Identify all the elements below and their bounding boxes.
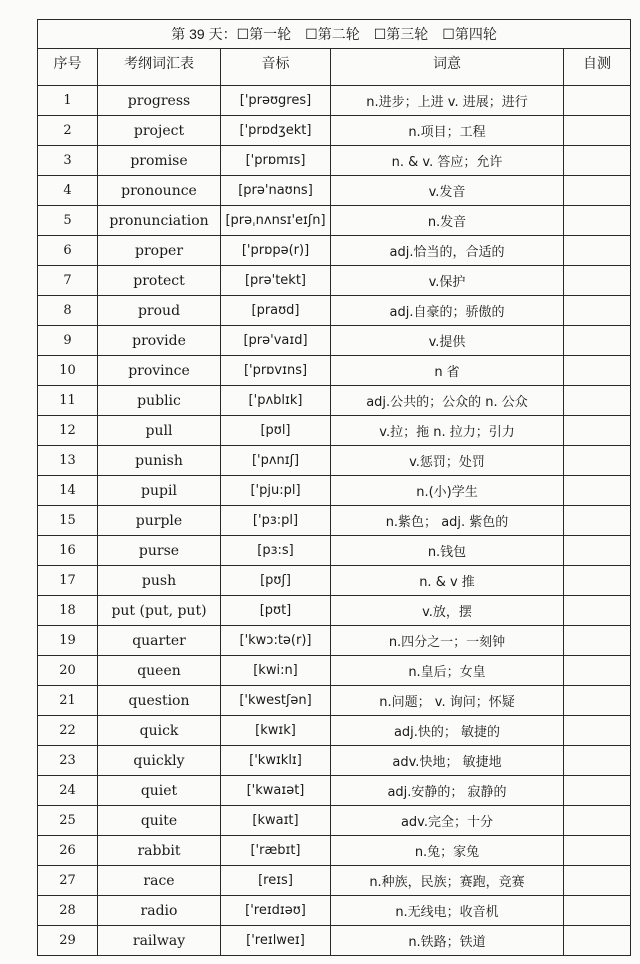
table-row <box>38 356 631 386</box>
row-meaning: n.钱包 <box>331 536 564 566</box>
row-number: 26 <box>38 836 98 866</box>
table-row <box>38 716 631 746</box>
row-word: project <box>98 116 221 146</box>
row-number: 9 <box>38 326 98 356</box>
table-row <box>38 806 631 836</box>
row-meaning: n.铁路；铁道 <box>331 926 564 956</box>
row-phonetic: ['kwɔ:tə(r)] <box>221 626 331 656</box>
col-header-phonetic: 音标 <box>221 49 331 86</box>
row-number: 14 <box>38 476 98 506</box>
row-meaning: n.四分之一；一刻钟 <box>331 626 564 656</box>
row-phonetic: [pʊl] <box>221 416 331 446</box>
row-phonetic: ['kwaɪət] <box>221 776 331 806</box>
row-number: 12 <box>38 416 98 446</box>
row-phonetic: [prə'tekt] <box>221 266 331 296</box>
row-word: purple <box>98 506 221 536</box>
row-word: punish <box>98 446 221 476</box>
table-row <box>38 656 631 686</box>
row-selftest-cell[interactable] <box>564 116 631 146</box>
row-selftest-cell[interactable] <box>564 596 631 626</box>
row-selftest-cell[interactable] <box>564 506 631 536</box>
row-selftest-cell[interactable] <box>564 746 631 776</box>
table-row <box>38 446 631 476</box>
row-selftest-cell[interactable] <box>564 866 631 896</box>
row-meaning: adv.快地； 敏捷地 <box>331 746 564 776</box>
row-meaning: v.惩罚；处罚 <box>331 446 564 476</box>
row-word: proud <box>98 296 221 326</box>
row-meaning: n.发音 <box>331 206 564 236</box>
row-meaning: n.(小)学生 <box>331 476 564 506</box>
row-meaning: v.保护 <box>331 266 564 296</box>
row-phonetic: [pʊt] <box>221 596 331 626</box>
row-word: pull <box>98 416 221 446</box>
row-phonetic: ['ræbɪt] <box>221 836 331 866</box>
row-selftest-cell[interactable] <box>564 446 631 476</box>
row-selftest-cell[interactable] <box>564 296 631 326</box>
row-selftest-cell[interactable] <box>564 686 631 716</box>
row-phonetic: [pʊʃ] <box>221 566 331 596</box>
table-row <box>38 686 631 716</box>
row-word: quite <box>98 806 221 836</box>
round-4-checkbox[interactable]: ☐第四轮 <box>442 26 497 42</box>
row-selftest-cell[interactable] <box>564 386 631 416</box>
day-header-row <box>38 20 631 49</box>
row-selftest-cell[interactable] <box>564 776 631 806</box>
round-1-checkbox[interactable]: ☐第一轮 <box>236 26 292 42</box>
row-meaning: n.种族，民族；赛跑，竞赛 <box>331 866 564 896</box>
row-meaning: n.项目；工程 <box>331 116 564 146</box>
row-meaning: v.提供 <box>331 326 564 356</box>
row-phonetic: ['pʌblɪk] <box>221 386 331 416</box>
table-row <box>38 566 631 596</box>
col-header-num: 序号 <box>38 49 98 86</box>
row-phonetic: ['pju:pl] <box>221 476 331 506</box>
row-phonetic: [pɜ:s] <box>221 536 331 566</box>
row-meaning: n. & v 推 <box>331 566 564 596</box>
row-number: 8 <box>38 296 98 326</box>
row-word: province <box>98 356 221 386</box>
row-number: 17 <box>38 566 98 596</box>
table-row <box>38 596 631 626</box>
row-selftest-cell[interactable] <box>564 326 631 356</box>
row-selftest-cell[interactable] <box>564 926 631 956</box>
row-number: 5 <box>38 206 98 236</box>
table-row <box>38 476 631 506</box>
table-row <box>38 266 631 296</box>
row-word: protect <box>98 266 221 296</box>
row-word: promise <box>98 146 221 176</box>
row-word: progress <box>98 86 221 116</box>
row-phonetic: ['reɪlweɪ] <box>221 926 331 956</box>
row-number: 24 <box>38 776 98 806</box>
row-meaning: n.紫色； adj. 紫色的 <box>331 506 564 536</box>
row-word: quickly <box>98 746 221 776</box>
row-selftest-cell[interactable] <box>564 176 631 206</box>
row-meaning: adj.快的； 敏捷的 <box>331 716 564 746</box>
row-selftest-cell[interactable] <box>564 836 631 866</box>
row-word: put (put, put) <box>98 596 221 626</box>
row-number: 28 <box>38 896 98 926</box>
row-word: public <box>98 386 221 416</box>
row-word: proper <box>98 236 221 266</box>
table-row <box>38 296 631 326</box>
row-selftest-cell[interactable] <box>564 236 631 266</box>
row-phonetic: ['prəʊgres] <box>221 86 331 116</box>
row-number: 27 <box>38 866 98 896</box>
row-meaning: adv.完全；十分 <box>331 806 564 836</box>
column-header-row <box>38 49 631 86</box>
row-number: 23 <box>38 746 98 776</box>
row-meaning: adj.恰当的，合适的 <box>331 236 564 266</box>
row-number: 19 <box>38 626 98 656</box>
table-row <box>38 386 631 416</box>
row-meaning: n.问题； v. 询问；怀疑 <box>331 686 564 716</box>
table-row <box>38 416 631 446</box>
row-selftest-cell[interactable] <box>564 266 631 296</box>
row-selftest-cell[interactable] <box>564 656 631 686</box>
row-word: radio <box>98 896 221 926</box>
row-word: quick <box>98 716 221 746</box>
row-phonetic: [kwaɪt] <box>221 806 331 836</box>
table-row <box>38 836 631 866</box>
row-number: 6 <box>38 236 98 266</box>
row-meaning: v.发音 <box>331 176 564 206</box>
table-row <box>38 746 631 776</box>
row-number: 18 <box>38 596 98 626</box>
row-phonetic: ['prɒmɪs] <box>221 146 331 176</box>
row-number: 15 <box>38 506 98 536</box>
row-phonetic: [praʊd] <box>221 296 331 326</box>
row-number: 2 <box>38 116 98 146</box>
col-header-word: 考纲词汇表 <box>98 49 221 86</box>
table-row <box>38 506 631 536</box>
row-word: pronounce <box>98 176 221 206</box>
row-phonetic: ['pɜ:pl] <box>221 506 331 536</box>
table-row <box>38 776 631 806</box>
row-phonetic: [reɪs] <box>221 866 331 896</box>
vocabulary-table <box>37 19 631 956</box>
row-phonetic: [prəˌnʌnsɪ'eɪʃn] <box>221 206 331 236</box>
row-meaning: adj.安静的； 寂静的 <box>331 776 564 806</box>
row-number: 25 <box>38 806 98 836</box>
row-meaning: adj.自豪的；骄傲的 <box>331 296 564 326</box>
table-row <box>38 236 631 266</box>
row-word: quarter <box>98 626 221 656</box>
row-meaning: adj.公共的；公众的 n. 公众 <box>331 386 564 416</box>
row-word: pronunciation <box>98 206 221 236</box>
row-number: 22 <box>38 716 98 746</box>
row-phonetic: ['prɒdʒekt] <box>221 116 331 146</box>
table-row <box>38 896 631 926</box>
row-number: 29 <box>38 926 98 956</box>
day-header <box>38 20 631 49</box>
row-meaning: n.皇后；女皇 <box>331 656 564 686</box>
row-selftest-cell[interactable] <box>564 806 631 836</box>
row-number: 13 <box>38 446 98 476</box>
row-phonetic: [kwɪk] <box>221 716 331 746</box>
row-phonetic: ['prɒpə(r)] <box>221 236 331 266</box>
row-number: 1 <box>38 86 98 116</box>
row-selftest-cell[interactable] <box>564 716 631 746</box>
row-word: queen <box>98 656 221 686</box>
row-selftest-cell[interactable] <box>564 86 631 116</box>
row-word: question <box>98 686 221 716</box>
row-number: 3 <box>38 146 98 176</box>
row-phonetic: [prə'vaɪd] <box>221 326 331 356</box>
row-number: 10 <box>38 356 98 386</box>
row-phonetic: [prə'naʊns] <box>221 176 331 206</box>
row-selftest-cell[interactable] <box>564 416 631 446</box>
row-phonetic: ['reɪdɪəʊ] <box>221 896 331 926</box>
row-selftest-cell[interactable] <box>564 476 631 506</box>
table-row <box>38 176 631 206</box>
col-header-meaning: 词意 <box>331 49 564 86</box>
row-number: 20 <box>38 656 98 686</box>
row-number: 11 <box>38 386 98 416</box>
row-meaning: n 省 <box>331 356 564 386</box>
row-selftest-cell[interactable] <box>564 536 631 566</box>
row-word: railway <box>98 926 221 956</box>
table-row <box>38 146 631 176</box>
row-number: 16 <box>38 536 98 566</box>
table-row <box>38 116 631 146</box>
table-row <box>38 86 631 116</box>
col-header-selftest: 自测 <box>564 49 631 86</box>
row-meaning: n.兔；家兔 <box>331 836 564 866</box>
row-selftest-cell[interactable] <box>564 356 631 386</box>
row-meaning: n. & v. 答应；允许 <box>331 146 564 176</box>
row-phonetic: ['kwɪklɪ] <box>221 746 331 776</box>
row-selftest-cell[interactable] <box>564 896 631 926</box>
row-word: pupil <box>98 476 221 506</box>
row-number: 4 <box>38 176 98 206</box>
table-row <box>38 206 631 236</box>
table-row <box>38 536 631 566</box>
row-selftest-cell[interactable] <box>564 626 631 656</box>
row-word: purse <box>98 536 221 566</box>
row-meaning: v.拉；拖 n. 拉力；引力 <box>331 416 564 446</box>
row-number: 21 <box>38 686 98 716</box>
row-selftest-cell[interactable] <box>564 566 631 596</box>
round-3-checkbox[interactable]: ☐第三轮 <box>373 26 429 42</box>
row-phonetic: [kwi:n] <box>221 656 331 686</box>
table-row <box>38 926 631 956</box>
row-word: race <box>98 866 221 896</box>
row-meaning: n.进步；上进 v. 进展；进行 <box>331 86 564 116</box>
row-word: quiet <box>98 776 221 806</box>
day-label: 第 39 天： <box>171 26 237 42</box>
row-phonetic: ['prɒvɪns] <box>221 356 331 386</box>
row-selftest-cell[interactable] <box>564 146 631 176</box>
row-meaning: v.放，摆 <box>331 596 564 626</box>
row-phonetic: ['pʌnɪʃ] <box>221 446 331 476</box>
row-selftest-cell[interactable] <box>564 206 631 236</box>
table-row <box>38 626 631 656</box>
table-row <box>38 326 631 356</box>
round-2-checkbox[interactable]: ☐第二轮 <box>305 26 360 42</box>
row-word: rabbit <box>98 836 221 866</box>
table-row <box>38 866 631 896</box>
row-number: 7 <box>38 266 98 296</box>
row-meaning: n.无线电；收音机 <box>331 896 564 926</box>
row-phonetic: ['kwestʃən] <box>221 686 331 716</box>
row-word: provide <box>98 326 221 356</box>
row-word: push <box>98 566 221 596</box>
